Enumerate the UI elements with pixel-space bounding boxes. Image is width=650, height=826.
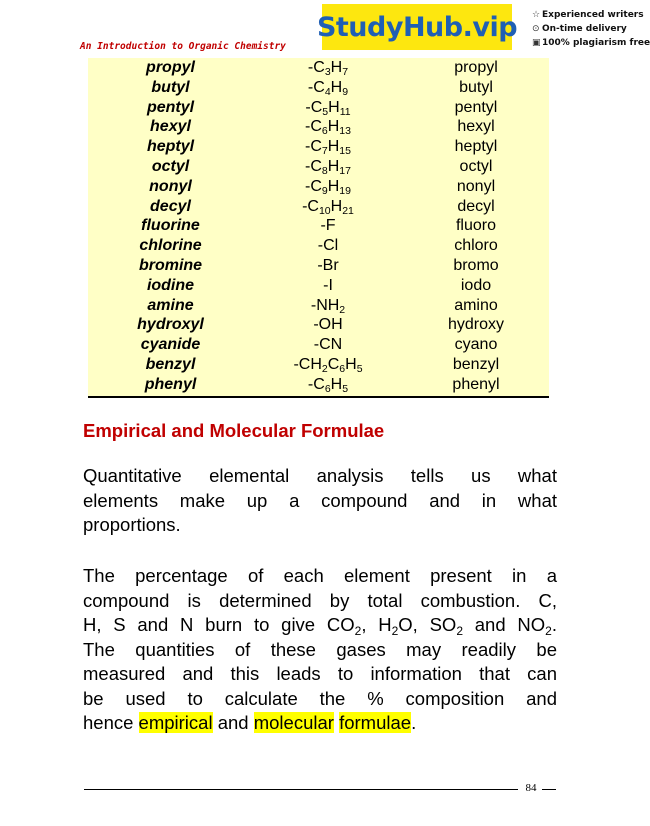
table-row [88,197,549,217]
substituent-name: decyl [150,197,191,215]
substituent-formula: $-C_4H_9$ [307,78,349,98]
text-line: Quantitative elemental analysis tells us what [83,465,557,486]
substituent-prefix: pentyl [454,98,498,116]
substituent-formula: -CN [313,336,343,354]
studyhub-logo[interactable]: StudyHub.vip [322,4,512,50]
text-line: hence empirical and molecular formulae. [83,712,417,733]
substituent-name: propyl [146,59,195,76]
section-heading: Empirical and Molecular Formulae [83,420,385,441]
substituent-prefix: octyl [459,158,493,175]
table-row [88,315,549,335]
highlighted-term: formulae [339,712,412,733]
substituent-prefix: propyl [454,59,498,76]
substituent-formula: $-NH_2$ [310,296,346,316]
table-row [88,137,549,157]
substituent-prefix: butyl [459,78,493,96]
footer-rule-right [542,789,556,790]
substituent-formula: $-C_7H_{15}$ [305,138,351,158]
highlighted-term: empirical [138,712,213,733]
text-line: The quantities of these gases may readily be [83,638,557,660]
substituent-prefix: decyl [457,197,495,215]
substituent-formula: -Br [317,257,339,274]
substituent-name: chlorine [139,237,202,255]
highlighted-term: molecular [253,712,334,733]
table-row [88,177,549,197]
substituent-formula: -F [320,217,336,235]
substituent-name: pentyl [146,98,195,116]
substituent-formula: -Cl [317,237,339,255]
substituent-prefix: heptyl [454,138,498,156]
table-row [88,58,549,78]
substituent-formula: $-C_5H_{11}$ [305,98,351,118]
substituent-name: hydroxyl [137,316,204,334]
table-row [88,375,549,395]
ad-feature-text: Experienced writers [542,10,644,20]
substituent-name: bromine [138,257,203,274]
substituent-prefix: chloro [454,237,498,255]
table-row [88,98,549,118]
substituent-name: heptyl [146,138,195,156]
substituent-prefix: amino [454,296,498,314]
paragraph-analysis [83,464,557,538]
substituent-name: octyl [151,158,190,175]
table-row [88,335,549,355]
substituent-prefix: cyano [454,336,498,354]
text-line: be used to calculate the % composition and [83,687,557,709]
table-row [88,117,549,137]
substituent-formula: $-C_6H_{13}$ [305,118,351,138]
substituent-prefix: bromo [453,257,499,274]
substituent-name: benzyl [145,356,196,373]
substituent-name: iodine [146,276,195,294]
substituent-prefix: hexyl [457,118,495,136]
running-head: An Introduction to Organic Chemistry [80,41,286,52]
substituent-formula: -OH [313,316,343,334]
substituent-table [88,58,549,396]
ad-feature-text: On-time delivery [542,24,627,34]
substituent-name: nonyl [149,177,192,195]
text-line: proportions. [83,514,181,535]
table-row [88,296,549,316]
page-number: 84 [525,782,537,794]
text-line: H, S and N burn to give $CO_2$, $H_2O$, $SO_2$ and $NO_2$. [83,614,557,638]
table-bottom-rule [88,396,549,398]
substituent-formula: $-C_{10}H_{21}$ [302,197,354,217]
table-row [88,236,549,256]
substituent-prefix: phenyl [452,375,500,393]
table-row [88,157,549,177]
table-row [88,78,549,98]
paragraph-combustion [83,564,557,736]
substituent-formula: $-C_8H_{17}$ [305,158,351,177]
clock-icon: ⊙ [532,24,540,34]
substituent-prefix: nonyl [456,177,496,195]
advertisement-banner[interactable] [316,0,650,58]
substituent-name: amine [147,296,194,314]
substituent-prefix: fluoro [455,217,497,235]
substituent-name: butyl [151,78,190,96]
table-row [88,276,549,296]
table-row [88,355,549,375]
text-line: measured and this leads to information that can [83,663,557,684]
text-line: elements make up a compound and in what [83,489,557,511]
substituent-formula: -I [323,276,333,294]
substituent-prefix: benzyl [452,356,500,373]
certificate-icon: ▣ [532,38,541,48]
substituent-formula: $-C_3H_7$ [307,59,349,78]
text-line: The percentage of each element present in a [83,565,557,586]
ad-feature-item [532,22,636,36]
ad-feature-list [532,8,650,50]
table-row [88,216,549,236]
substituent-formula: $-C_9H_{19}$ [305,177,351,197]
substituent-prefix: iodo [460,276,492,294]
text-line: compound is determined by total combustion. C, [83,589,557,611]
ad-feature-text: 100% plagiarism free [542,38,650,48]
substituent-prefix: hydroxy [447,316,505,334]
substituent-name: hexyl [150,118,191,136]
footer-rule [84,789,518,790]
ad-feature-item [532,36,650,50]
substituent-name: cyanide [140,336,201,354]
substituent-formula: $-CH_2C_6H_5$ [293,356,363,375]
substituent-formula: $-C_6H_5$ [307,375,349,395]
ad-feature-item [532,8,644,22]
substituent-name: phenyl [144,375,197,393]
substituent-name: fluorine [141,217,200,235]
star-icon: ☆ [532,10,541,20]
table-row [88,256,549,276]
